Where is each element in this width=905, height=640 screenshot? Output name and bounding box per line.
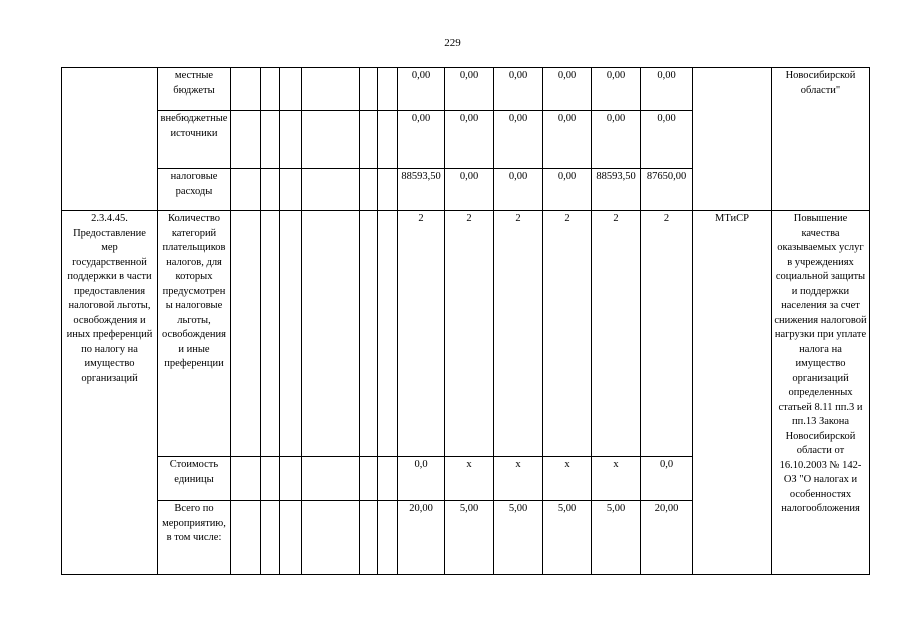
value-cell: 0,00 (445, 68, 494, 111)
value-cell: 0,0 (398, 457, 445, 501)
value-cell: 2 (543, 211, 592, 457)
indicator-label: Количество категорий плательщиков налогов, для которых предусмотрены налоговые льготы, освобождения и иные преференции (158, 211, 231, 457)
value-cell: 2 (641, 211, 693, 457)
executor: МТиСР (693, 211, 772, 575)
value-cell: 0,00 (543, 68, 592, 111)
value-cell: 2 (398, 211, 445, 457)
value-cell: 2 (445, 211, 494, 457)
value-cell: 0,00 (398, 68, 445, 111)
value-cell: x (592, 457, 641, 501)
value-cell: 0,00 (641, 68, 693, 111)
value-cell: x (445, 457, 494, 501)
executor-cell-empty (693, 68, 772, 211)
value-cell: 5,00 (592, 501, 641, 575)
value-cell: 88593,50 (398, 169, 445, 211)
value-cell: 0,00 (445, 111, 494, 169)
value-cell: 20,00 (398, 501, 445, 575)
value-cell: x (543, 457, 592, 501)
value-cell: 0,00 (543, 111, 592, 169)
value-cell: x (494, 457, 543, 501)
value-cell: 0,00 (445, 169, 494, 211)
source-label: налоговые расходы (158, 169, 231, 211)
value-cell: 2 (592, 211, 641, 457)
value-cell: 0,00 (543, 169, 592, 211)
value-cell: 2 (494, 211, 543, 457)
value-cell: 20,00 (641, 501, 693, 575)
indicator-label: Всего по мероприятию, в том числе: (158, 501, 231, 575)
value-cell: 0,00 (592, 111, 641, 169)
measure-cell-empty (62, 68, 158, 211)
value-cell: 5,00 (445, 501, 494, 575)
page-number: 229 (444, 37, 461, 49)
measure-title: 2.3.4.45. Предоставление мер государственной поддержки в части предоставления налоговой льготы, освобождения и иных преференций по налогу на имущество организаций (62, 211, 158, 575)
table-row (62, 68, 870, 111)
expected-result: Повышение качества оказываемых услуг в учреждениях социальной защиты и поддержки населения за счет снижения налоговой нагрузки при уплате налога на имущество организаций определенных статьей 8.11 пп.3 и пп.13 Закона Новосибирской области от 16.10.2003 № 142-ОЗ "О налогах и особенностях налогообложения (772, 211, 870, 575)
value-cell: 0,00 (592, 68, 641, 111)
table-row (62, 211, 870, 457)
value-cell: 88593,50 (592, 169, 641, 211)
source-label: местные бюджеты (158, 68, 231, 111)
value-cell: 0,00 (494, 68, 543, 111)
value-cell: 0,00 (398, 111, 445, 169)
result-continued: Новосибирской области" (772, 68, 870, 211)
program-table (61, 67, 870, 575)
value-cell: 87650,00 (641, 169, 693, 211)
source-label: внебюджетные источники (158, 111, 231, 169)
value-cell: 0,0 (641, 457, 693, 501)
value-cell: 5,00 (543, 501, 592, 575)
value-cell: 0,00 (641, 111, 693, 169)
value-cell: 5,00 (494, 501, 543, 575)
value-cell: 0,00 (494, 169, 543, 211)
indicator-label: Стоимость единицы (158, 457, 231, 501)
value-cell: 0,00 (494, 111, 543, 169)
